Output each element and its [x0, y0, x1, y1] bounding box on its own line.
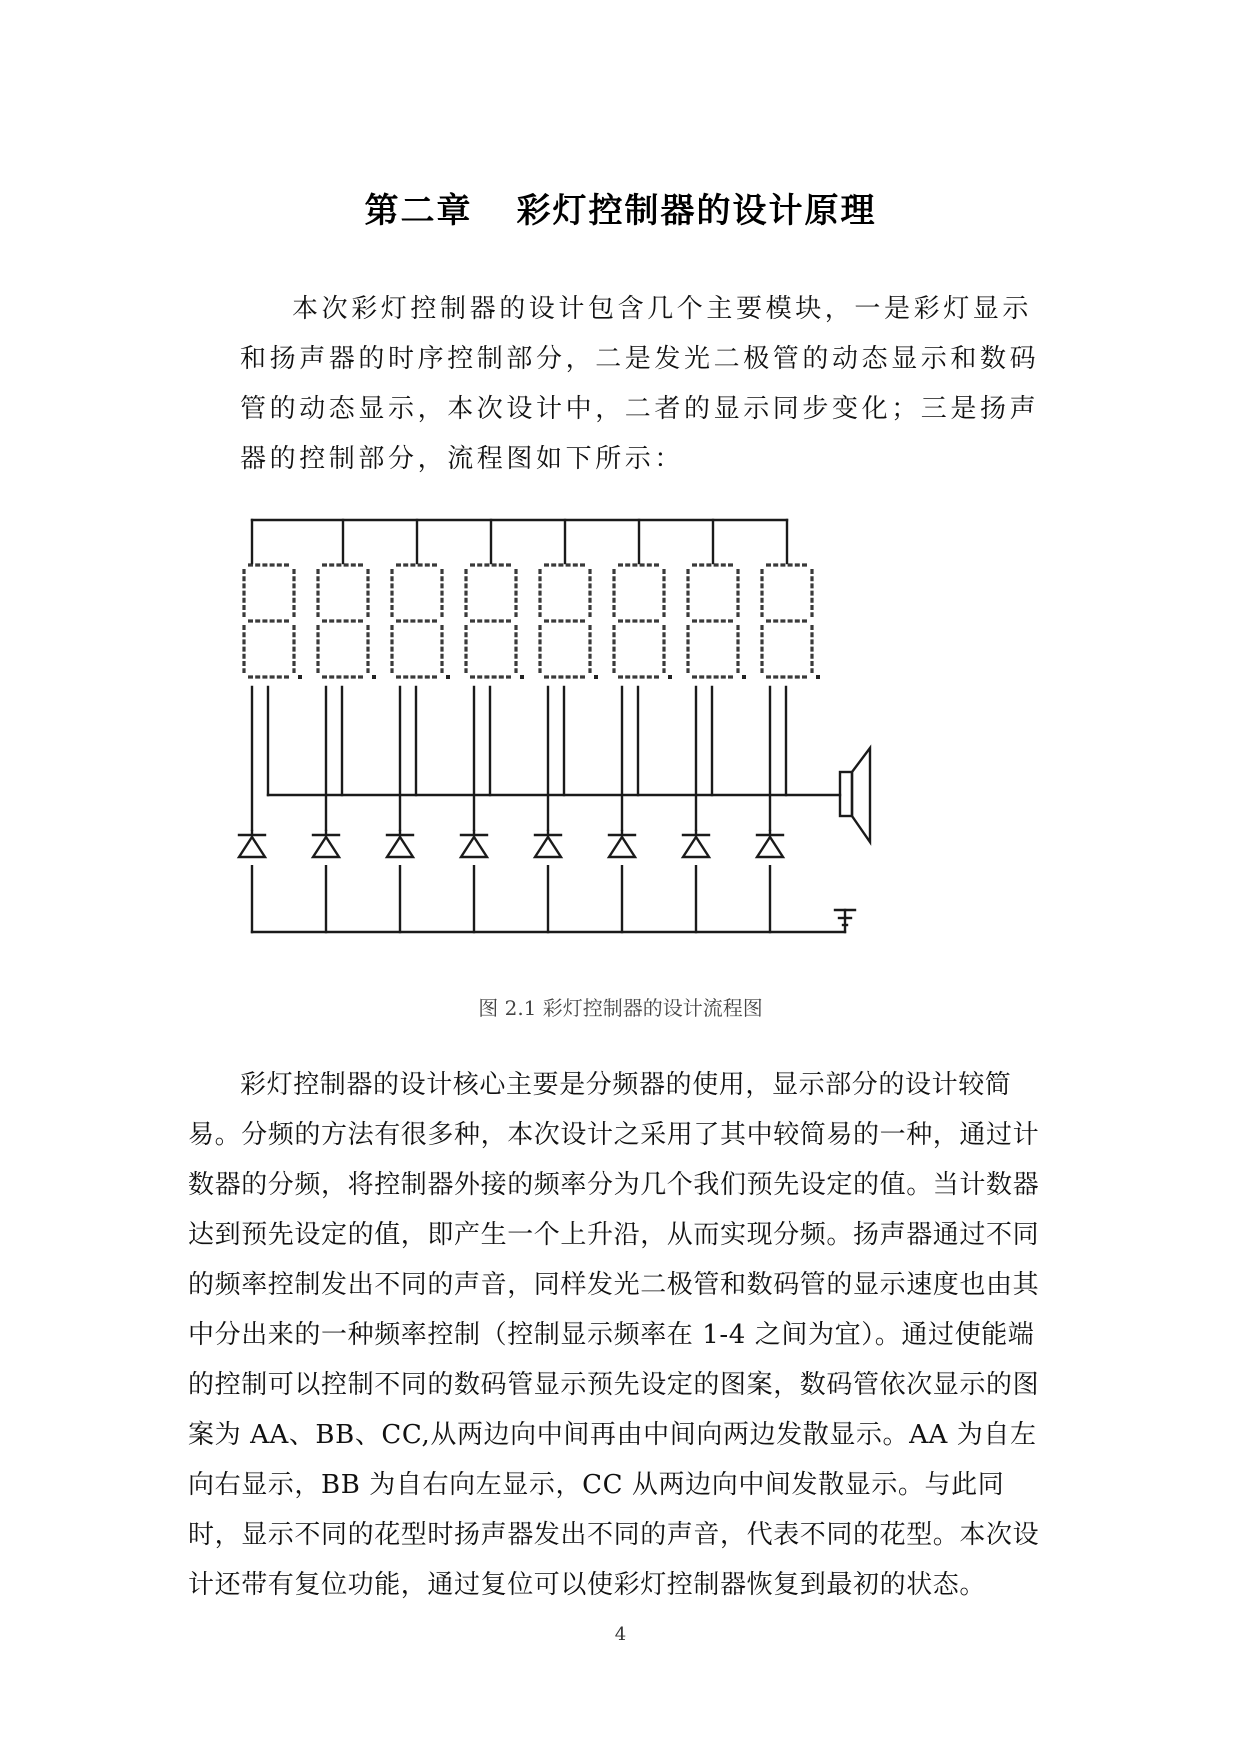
- seven-segment-display: [614, 565, 672, 679]
- led-diode-icon: [608, 831, 636, 865]
- speaker-coil: [840, 772, 852, 816]
- speaker-icon: [840, 748, 870, 842]
- body-paragraph: 彩灯控制器的设计核心主要是分频器的使用，显示部分的设计较简易。分频的方法有很多种，本次设计之采用了其中较简易的一种，通过计数器的分频，将控制器外接的频率分为几个我们预先设定的值。当计数器达到预先设定的值，即产生一个上升沿，从而实现分频。扬声器通过不同的频率控制发出不同的声音，同样发光二极管和数码管的显示速度也由其中分出来的一种频率控制（控制显示频率在 1-4 之间为宜）。通过使能端的控制可以控制不同的数码管显示预先设定的图案，数码管依次显示的图案为 AA、BB、CC,从两边向中间再由中间向两边发散显示。AA 为自左向右显示，BB 为自右向左显示，CC 从两边向中间发散显示。与此同时，显示不同的花型时扬声器发出不同的声音，代表不同的花型。本次设计还带有复位功能，通过复位可以使彩灯控制器恢复到最初的状态。: [188, 1070, 1040, 1600]
- decimal-point: [446, 675, 450, 679]
- decimal-point: [742, 675, 746, 679]
- decimal-point: [668, 675, 672, 679]
- figure-caption: 图 2.1 彩灯控制器的设计流程图: [478, 996, 763, 1020]
- seven-segment-display: [318, 565, 376, 679]
- led-diode-icon: [238, 831, 266, 865]
- led-diode-icon: [682, 831, 710, 865]
- seven-segment-display: [392, 565, 450, 679]
- seven-segment-display: [244, 565, 302, 679]
- seven-segment-display: [762, 565, 820, 679]
- decimal-point: [594, 675, 598, 679]
- chapter-label: 第二章: [364, 190, 473, 231]
- decimal-point: [298, 675, 302, 679]
- led-diode-icon: [312, 831, 340, 865]
- chapter-title-text: 彩灯控制器的设计原理: [516, 190, 877, 231]
- decimal-point: [372, 675, 376, 679]
- decimal-point: [816, 675, 820, 679]
- seven-segment-display: [540, 565, 598, 679]
- circuit-svg: [230, 510, 1010, 975]
- led-diode-icon: [460, 831, 488, 865]
- decimal-point: [520, 675, 524, 679]
- led-diode-icon: [386, 831, 414, 865]
- seven-segment-display: [466, 565, 524, 679]
- led-diode-icon: [534, 831, 562, 865]
- page-number: 4: [614, 1624, 627, 1645]
- intro-paragraph: 本次彩灯控制器的设计包含几个主要模块，一是彩灯显示和扬声器的时序控制部分，二是发光二极管的动态显示和数码管的动态显示，本次设计中，二者的显示同步变化；三是扬声器的控制部分，流程图如下所示：: [240, 294, 1040, 474]
- chapter-heading: [0, 183, 1241, 232]
- circuit-diagram: [230, 510, 1010, 975]
- seven-segment-display: [688, 565, 746, 679]
- led-diode-icon: [756, 831, 784, 865]
- speaker-cone: [852, 748, 870, 842]
